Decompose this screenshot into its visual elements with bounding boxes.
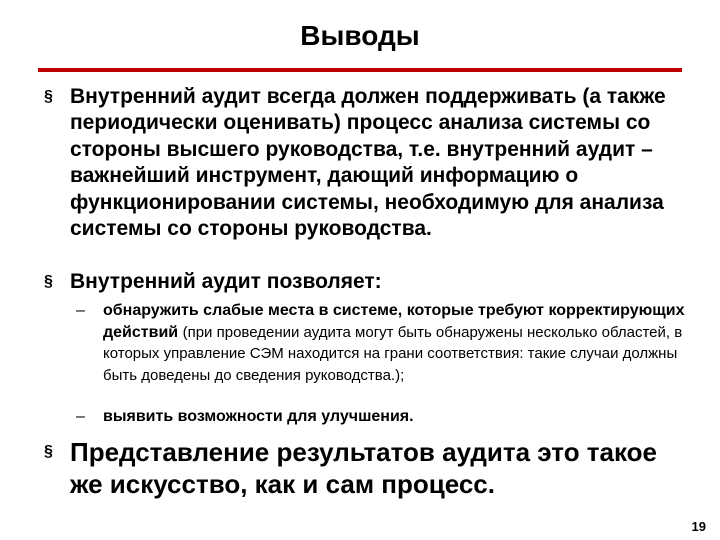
bullet-item-2 (44, 269, 694, 295)
sub-text-1-main: обнаружить слабые места в системе, которые требуют корректирующих действий (103, 302, 685, 341)
bullet-marker: § (44, 443, 53, 460)
sub-item-1 (76, 300, 686, 386)
dash-marker: – (76, 408, 85, 425)
sub-text-1-note: (при проведении аудита могут быть обнаружены несколько областей, в которых управление СЭМ находится на грани соответствия: такие случаи должны быть доведены до сведения руководства.); (103, 323, 683, 384)
bullet-marker: § (44, 88, 53, 105)
dash-marker: – (76, 302, 85, 319)
slide-title: Выводы (300, 20, 420, 51)
sub-text-1 (103, 300, 686, 386)
bullet-marker: § (44, 273, 53, 290)
title-divider (38, 68, 682, 72)
bullet-item-3 (44, 436, 694, 500)
page-number: 19 (691, 519, 706, 534)
bullet-text-3: Представление результатов аудита это такое же искусство, как и сам процесс. (70, 437, 658, 499)
bullet-text-1: Внутренний аудит всегда должен поддерживать (а также периодически оценивать) процесс анализа системы со стороны высшего руководства, т.е. внутренний аудит – важнейший инструмент, дающий информацию о функционировании системы, необходимую для анализа системы со стороны руководства. (70, 85, 666, 241)
bullet-item-1 (44, 84, 694, 242)
sub-item-2 (76, 406, 686, 428)
bullet-text-2: Внутренний аудит позволяет: (70, 270, 382, 293)
sub-text-2: выявить возможности для улучшения. (103, 408, 414, 425)
